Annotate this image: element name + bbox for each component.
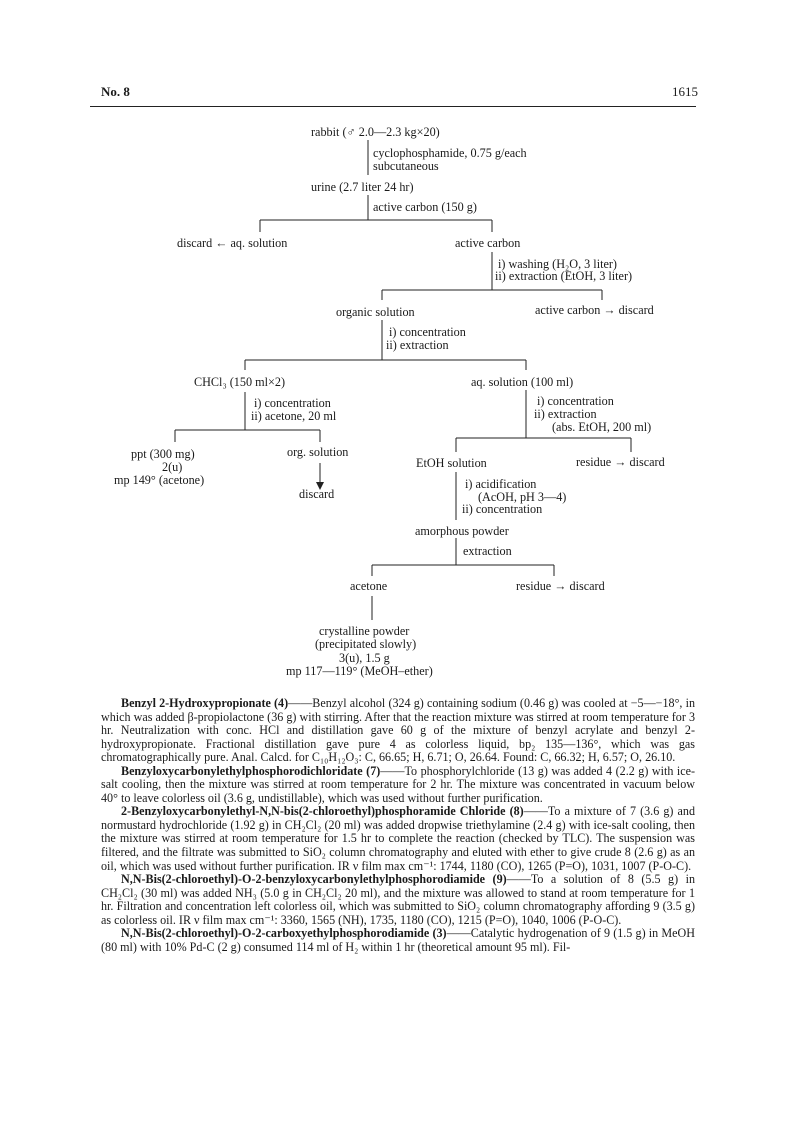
paragraph-text: ——To a mixture of 7 (3.6 g) and normustard hydrochloride (1.92 g) in CH₂Cl₂ (20 ml) was added dropwise triethylamine (2.4 g) with ice-salt cooling, then the mixture was stirred at room temperature for 1.5 hr to complete the reaction (checked by TLC). The suspension was filtered, and the filtrate was submitted to SiO₂ column chromatography and eluted with ether to give crude 8 (2.6 g) as an oil, which was used without further purification. IR ν film max cm⁻¹: 1744, 1180 (CO), 1265 (P=O), 1031, 1007 (P-O-C). — [101, 804, 695, 873]
scheme-active-carbon: active carbon — [455, 236, 521, 250]
scheme-urine: urine (2.7 liter 24 hr) — [311, 180, 414, 194]
scheme-amorphous: amorphous powder — [415, 524, 509, 538]
scheme-extraction-3: ii) extraction — [534, 407, 597, 421]
scheme-etoh-solution: EtOH solution — [416, 456, 487, 470]
scheme-rabbit: rabbit (♂ 2.0—2.3 kg×20) — [311, 125, 440, 139]
paragraph-title: Benzyl 2-Hydroxypropionate (4) — [121, 696, 289, 710]
scheme-residue-discard-2: residue → discard — [516, 579, 605, 593]
paragraph-compound-4 — [101, 697, 695, 765]
scheme-ppt: ppt (300 mg) — [131, 447, 195, 461]
scheme-cpa-2: subcutaneous — [373, 159, 439, 173]
scheme-active-carbon-step: active carbon (150 g) — [373, 200, 477, 214]
scheme-discard-aq: discard ← aq. solution — [177, 236, 288, 250]
scheme-acetone: acetone — [350, 579, 388, 593]
scheme-organic-solution: organic solution — [336, 305, 415, 319]
page-number: 1615 — [672, 84, 698, 99]
scheme-chcl3: CHCl₃ (150 ml×2) — [194, 375, 286, 389]
scheme-crystalline-4: mp 117—119° (MeOH–ether) — [286, 664, 433, 678]
scheme-org-solution: org. solution — [287, 445, 349, 459]
experimental-section — [101, 697, 695, 954]
scheme-concentration-2: i) concentration — [254, 396, 331, 410]
paragraph-title: Benzyloxycarbonylethylphosphorodichloridate (7) — [121, 763, 381, 778]
scheme-active-carbon-discard: active carbon → discard — [535, 303, 654, 317]
scheme-abs-etoh: (abs. EtOH, 200 ml) — [552, 420, 652, 434]
scheme-concentration-4: ii) concentration — [462, 502, 543, 516]
page-header-issue: No. 8 — [101, 84, 130, 99]
paragraph-title: N,N-Bis(2-chloroethyl)-O-2-carboxyethylphosphorodiamide (3) — [121, 926, 447, 941]
paragraph-text: ——To a solution of 8 (5.5 g) in CH₂Cl₂ (30 ml) was added NH₃ (5.0 g in CH₂Cl₂ 20 ml), and the mixture was allowed to stand at room temperature for 1 hr. Filtration and concentration left colorless oil, which was submitted to SiO₂ column chromatography affording 9 (3.5 g) as colorless oil. IR ν film max cm⁻¹: 3360, 1565 (NH), 1735, 1180 (CO), 1215 (P=O), 1040, 1006 (P-O-C). — [101, 872, 695, 927]
scheme-ppt-mp: mp 149° (acetone) — [114, 473, 205, 487]
scheme-acoh: (AcOH, pH 3—4) — [478, 490, 567, 504]
scheme-acidification: i) acidification — [465, 477, 537, 491]
paragraph-text: ——Benzyl alcohol (324 g) containing sodium (0.46 g) was cooled at −5—−18°, in which was added β-propiolactone (36 g) with stirring. After that the reaction mixture was stirred at room temperature for 3 hr. Neutralization with conc. HCl and distillation gave 60 g of the mixture of benzyl acrylate and benzyl 2-hydroxypropionate. Fractional distillation gave pure 4 as colorless liquid, bp₂ 135—136°, which was gas chromatographically pure. Anal. Calcd. for C₁₀H₁₂O₃: C, 66.65; H, 6.71; O, 26.64. Found: C, 66.32; H, 6.57; O, 26.10. — [101, 696, 695, 765]
scheme-washing: i) washing (H₂O, 3 liter) — [498, 257, 617, 271]
scheme-residue-discard-1: residue → discard — [576, 455, 665, 469]
paragraph-compound-9 — [101, 873, 695, 927]
scheme-concentration-1: i) concentration — [389, 325, 466, 339]
scheme-acetone-20: ii) acetone, 20 ml — [251, 409, 337, 423]
scheme-extraction-etoh: ii) extraction (EtOH, 3 liter) — [495, 269, 633, 283]
paragraph-compound-8 — [101, 805, 695, 873]
scheme-concentration-3: i) concentration — [537, 394, 614, 408]
scheme-crystalline-2: (precipitated slowly) — [315, 637, 417, 651]
paragraph-text: ——To phosphorylchloride (13 g) was added 4 (2.2 g) with ice-salt cooling, then the mixture was stirred at room temperature for 2 hr. The mixture was concentrated in vacuum below 40° to leave colorless oil (3.6 g, undistillable), which was used without further purification. — [101, 763, 695, 805]
scheme-crystalline-1: crystalline powder — [319, 624, 410, 638]
paragraph-title: 2-Benzyloxycarbonylethyl-N,N-bis(2-chloroethyl)phosphoramide Chloride (8) — [121, 804, 524, 819]
scheme-crystalline-3: 3(u), 1.5 g — [339, 651, 390, 665]
scheme-extraction-final: extraction — [463, 544, 512, 558]
scheme-cpa-1: cyclophosphamide, 0.75 g/each — [373, 146, 527, 160]
scheme-extraction-1: ii) extraction — [386, 338, 449, 352]
paragraph-title: N,N-Bis(2-chloroethyl)-O-2-benzyloxycarbonylethylphosphorodiamide (9) — [121, 872, 507, 887]
scheme-ppt-id: 2(u) — [162, 460, 183, 474]
paragraph-compound-7 — [101, 765, 695, 806]
paragraph-text: ——Catalytic hydrogenation of 9 (1.5 g) in MeOH (80 ml) with 10% Pd-C (2 g) consumed 114 ml of H₂ within 1 hr (theoretical amount 95 ml). Fil- — [101, 926, 695, 954]
scheme-aq-solution: aq. solution (100 ml) — [471, 375, 574, 389]
paragraph-compound-3 — [101, 927, 695, 954]
scheme-discard-org: discard — [299, 487, 335, 501]
